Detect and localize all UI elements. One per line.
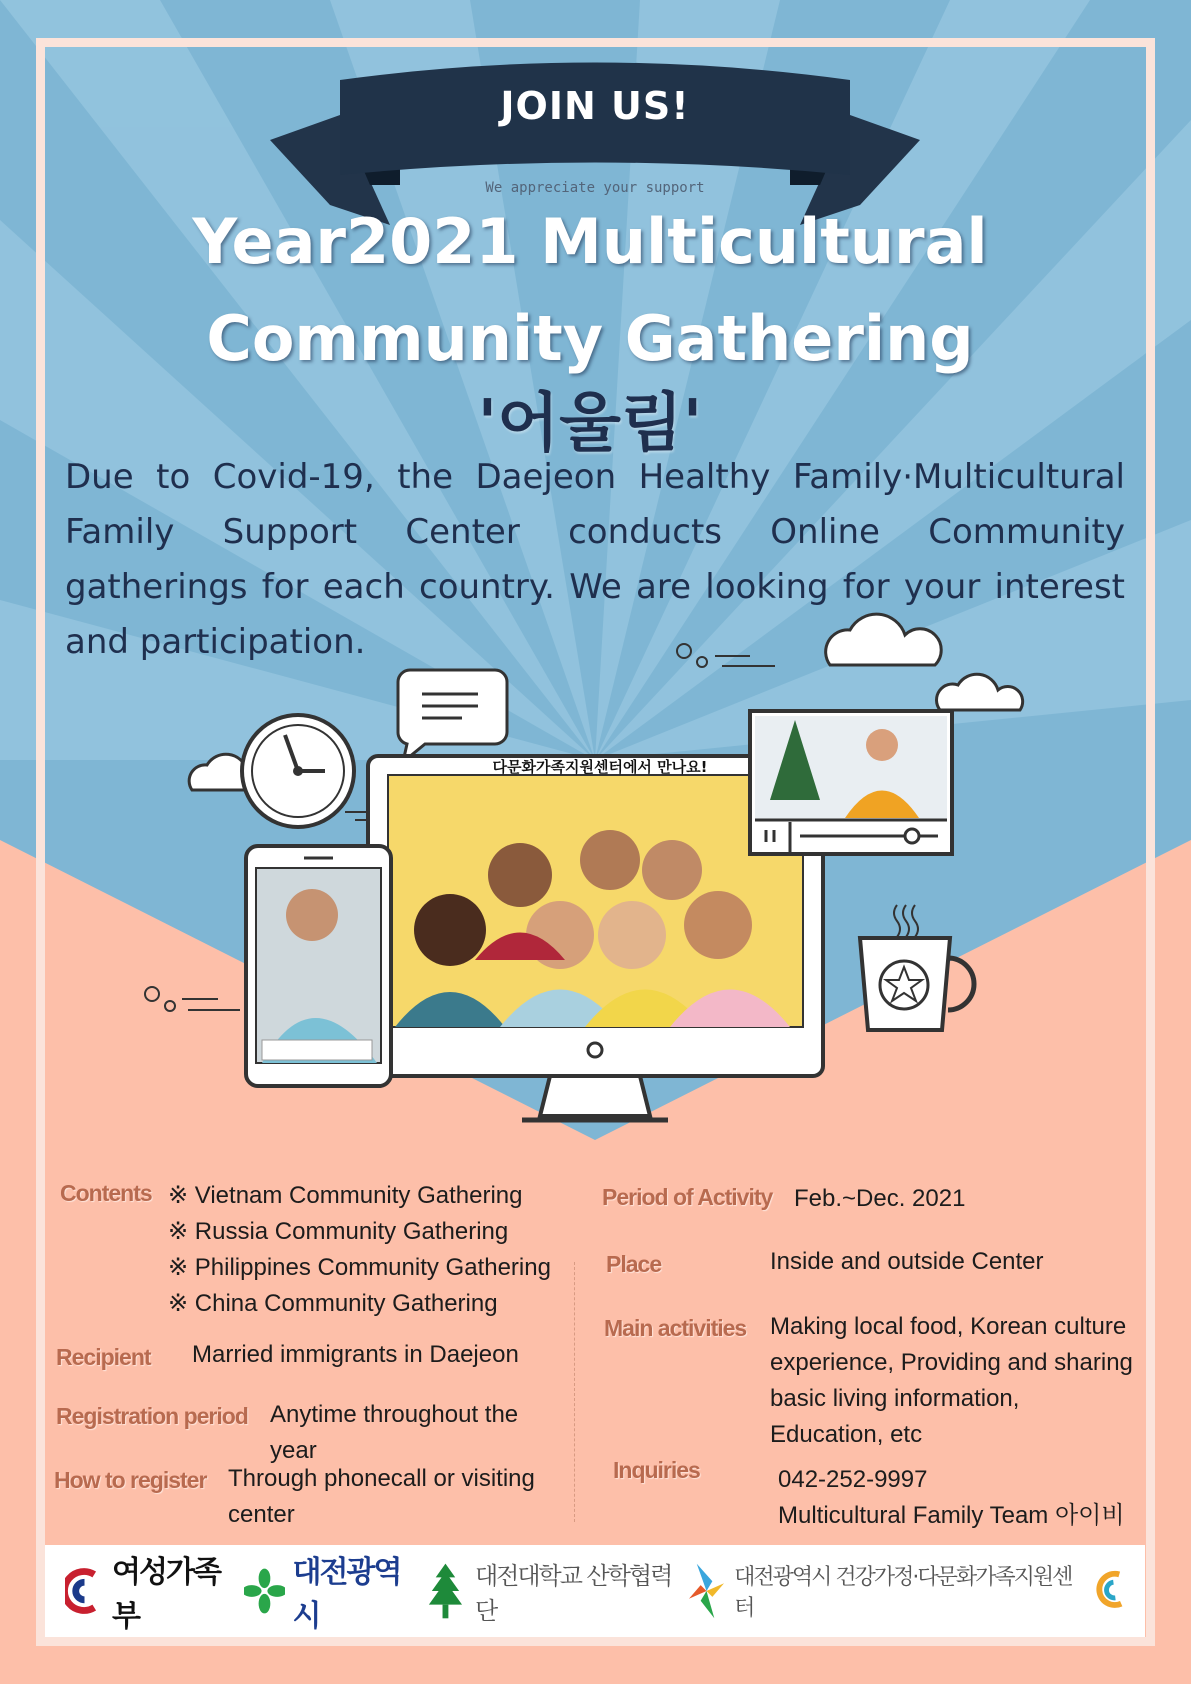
place-value: Inside and outside Center [770, 1248, 1044, 1275]
ministry-name: 여성가족부 [112, 1555, 220, 1634]
contents-item-china: ※ China Community Gathering [168, 1290, 498, 1317]
contents-label: Contents [60, 1180, 152, 1206]
university-name: 대전대학교 산학협력단 [475, 1562, 672, 1625]
registration-period-label: Registration period [56, 1403, 248, 1429]
how-to-register-line-1: Through phonecall or visiting [228, 1465, 535, 1492]
inquiries-phone: 042-252-9997 [778, 1466, 928, 1493]
column-divider [574, 1262, 575, 1522]
main-activities-label: Main activities [604, 1315, 747, 1341]
cloud-icon [826, 614, 942, 665]
registration-period-line-2: year [270, 1437, 317, 1464]
cloud-icon [189, 754, 247, 790]
main-activities-line-2: experience, Providing and sharing [770, 1349, 1133, 1376]
how-to-register-label: How to register [54, 1467, 207, 1493]
video-player-icon [750, 711, 952, 854]
phone-icon [246, 846, 391, 1086]
sponsor-logos [45, 1545, 1145, 1637]
appreciate-text: We appreciate your support [485, 180, 705, 196]
pinwheel-icon [687, 1561, 726, 1621]
taegeuk-icon [65, 1568, 104, 1614]
screen-caption: 다문화가족지원센터에서 만나요! [492, 758, 708, 776]
coffee-mug-icon [860, 905, 974, 1030]
inquiries-label: Inquiries [613, 1457, 700, 1483]
cloud-icon [937, 674, 1023, 710]
inquiries-team: Multicultural Family Team 아이비 [778, 1502, 1125, 1529]
main-activities-line-3: basic living information, [770, 1385, 1020, 1412]
chat-bubble-icon [398, 670, 507, 762]
how-to-register-line-2: center [228, 1501, 295, 1528]
center-logo [687, 1560, 1125, 1622]
contents-item-vietnam: ※ Vietnam Community Gathering [168, 1182, 523, 1209]
place-label: Place [606, 1251, 662, 1277]
recipient-value: Married immigrants in Daejeon [192, 1341, 519, 1368]
tree-icon [424, 1561, 467, 1621]
join-us-heading: JOIN US! [500, 84, 690, 128]
contents-item-philippines: ※ Philippines Community Gathering [168, 1254, 551, 1281]
main-activities-line-1: Making local food, Korean culture [770, 1313, 1127, 1340]
korean-subtitle: '어울림' [477, 387, 703, 461]
period-of-activity-value: Feb.~Dec. 2021 [794, 1185, 966, 1212]
title-line-1: Year2021 Multicultural [192, 205, 988, 278]
recipient-label: Recipient [56, 1344, 151, 1370]
green-leaf-icon [244, 1568, 285, 1614]
ministry-logo [65, 1547, 244, 1635]
city-logo [244, 1547, 425, 1635]
clock-icon [242, 715, 354, 827]
main-activities-line-4: Education, etc [770, 1421, 923, 1448]
city-name: 대전광역시 [292, 1555, 401, 1634]
registration-period-line-1: Anytime throughout the [270, 1401, 519, 1428]
university-logo [424, 1556, 687, 1626]
swirl-icon [1090, 1566, 1125, 1616]
title-line-2: Community Gathering [206, 302, 974, 375]
center-name: 대전광역시 건강가정·다문화가족지원센터 [734, 1565, 1072, 1621]
intro-paragraph: Due to Covid-19, the Daejeon Healthy Family·Multicultural Family Support Center conducts Online Community gatherings for each country. We are looking for your interest and participation. [65, 457, 1125, 662]
period-of-activity-label: Period of Activity [602, 1184, 773, 1210]
contents-item-russia: ※ Russia Community Gathering [168, 1218, 509, 1245]
